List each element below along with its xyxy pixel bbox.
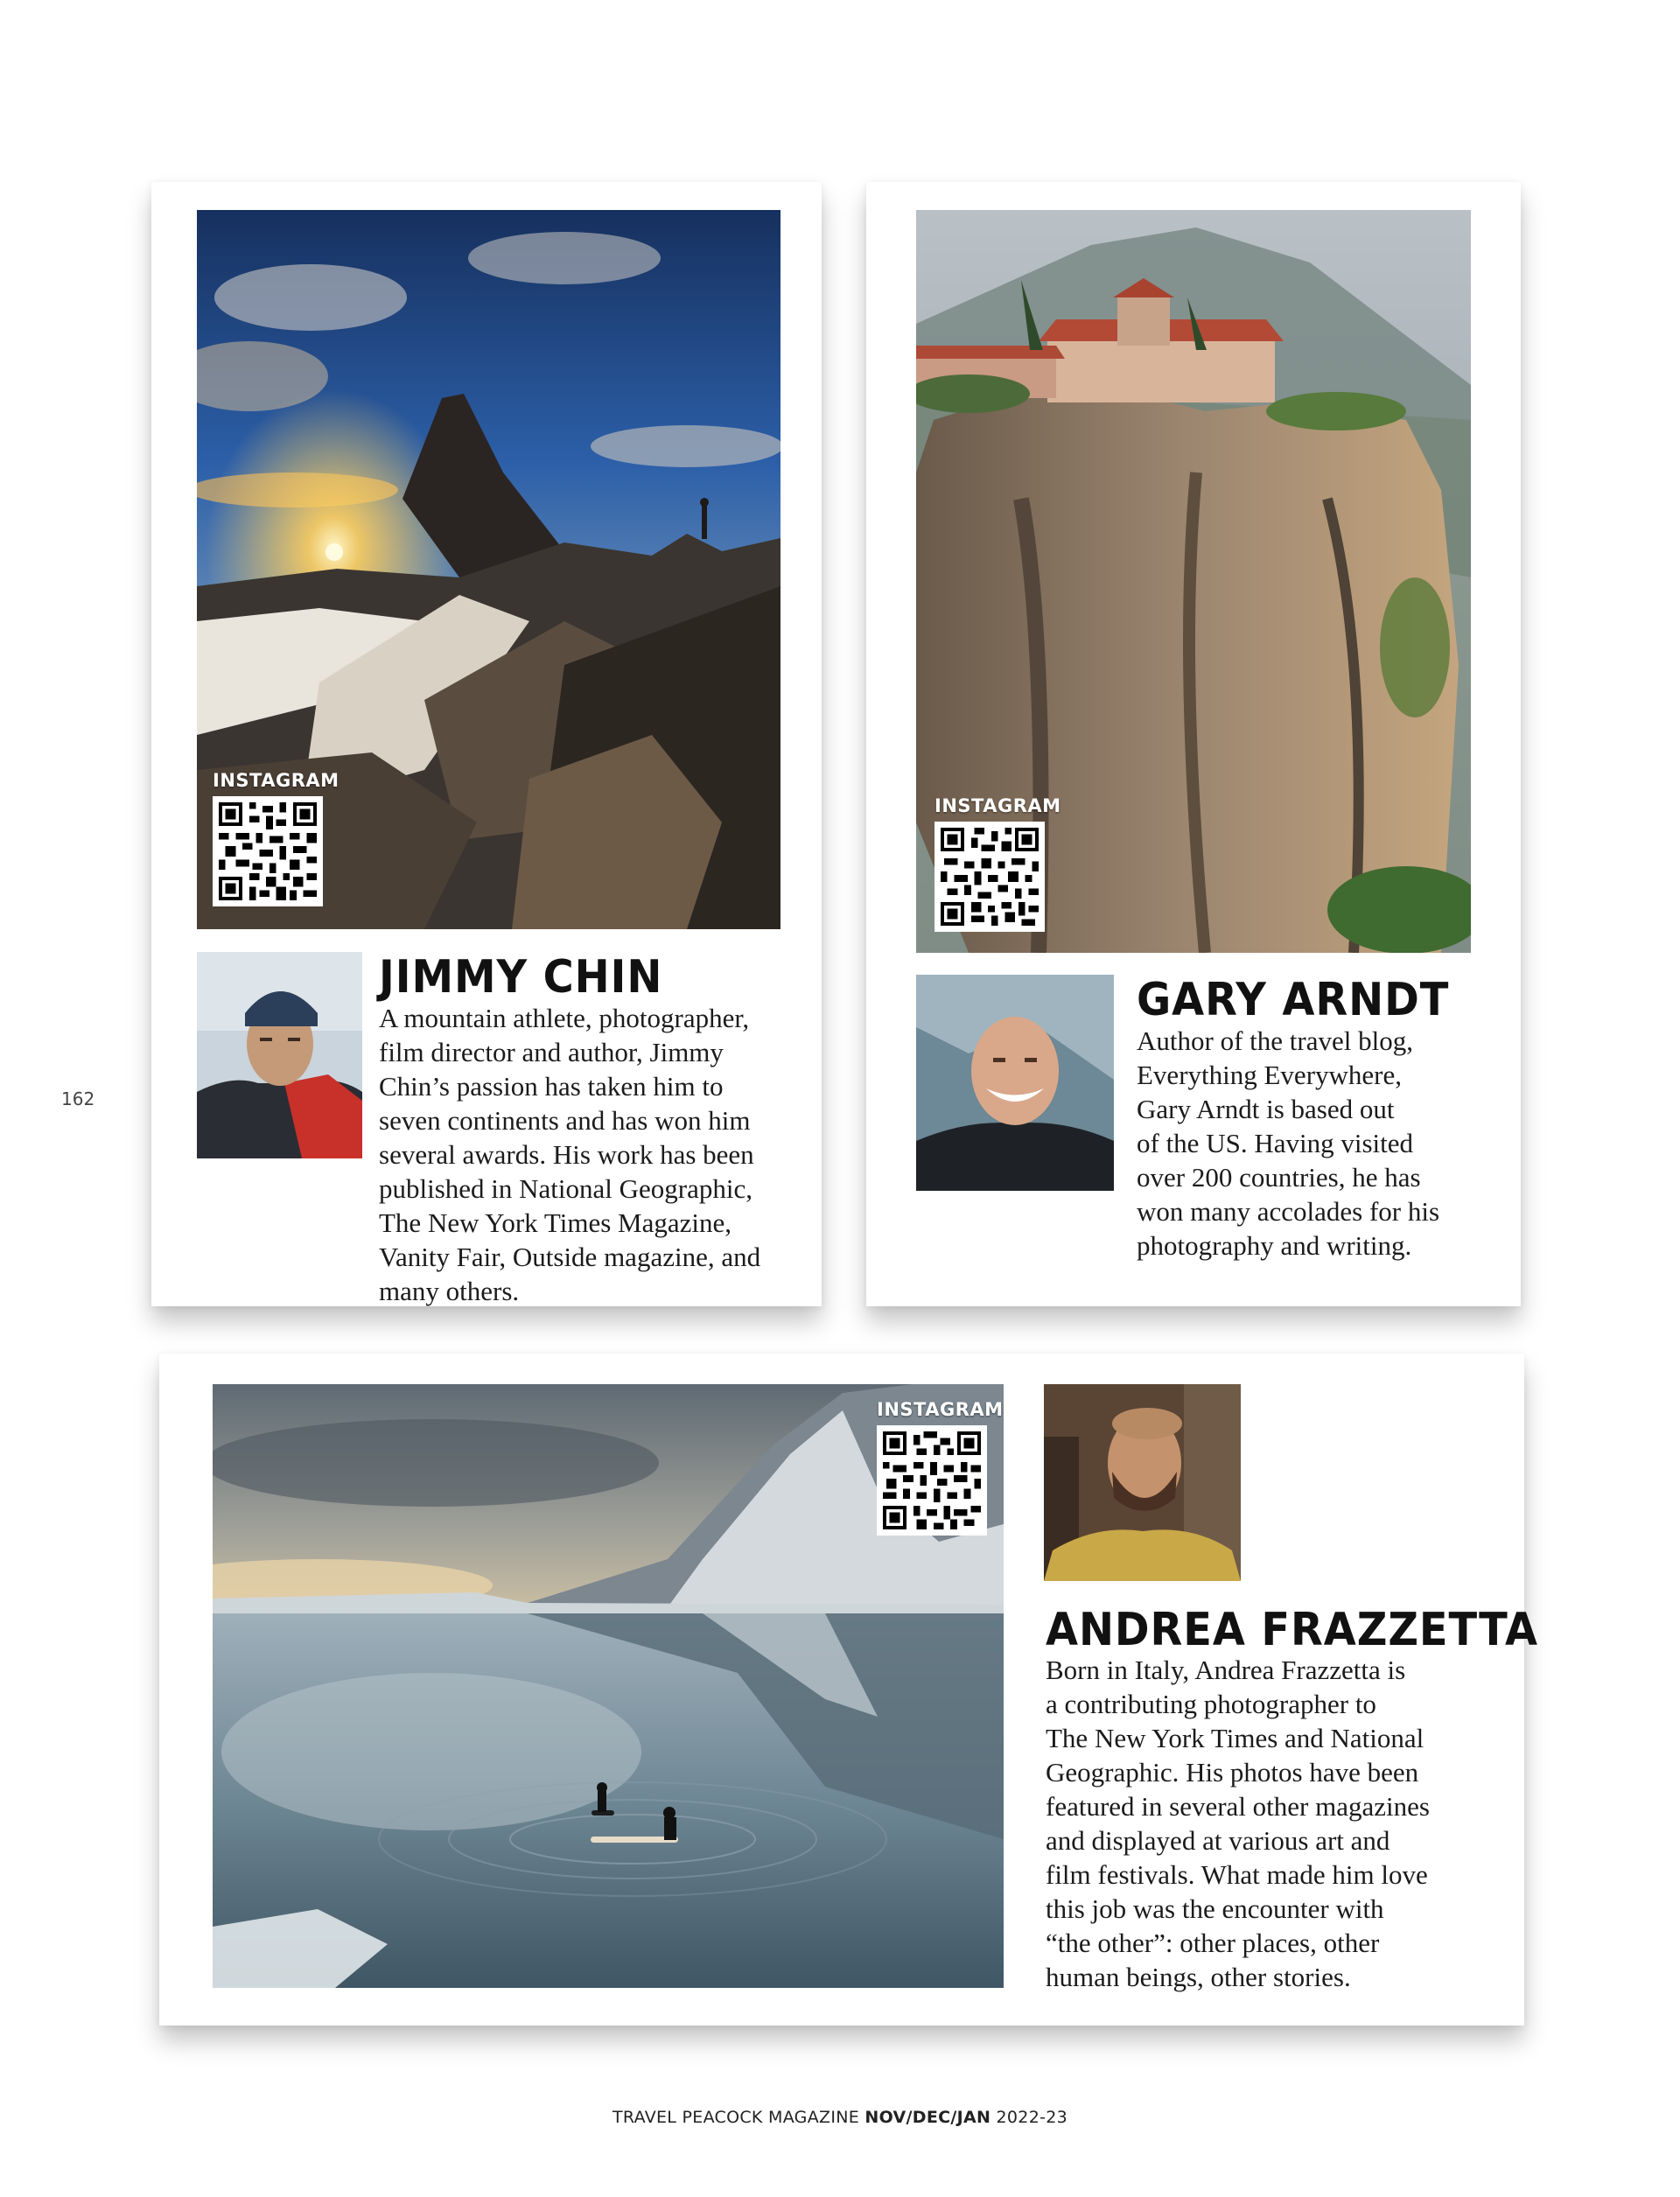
instagram-qr-block[interactable] (877, 1399, 1004, 1536)
bio-line: film director and author, Jimmy (379, 1037, 724, 1067)
bio-line: Gary Arndt is based out (1137, 1094, 1395, 1124)
bio-line: this job was the encounter with (1046, 1893, 1384, 1924)
bio-line: featured in several other magazines (1046, 1791, 1430, 1822)
bio-line: won many accolades for his (1137, 1196, 1440, 1227)
instagram-qr-block[interactable] (934, 795, 1061, 932)
bio-line: many others. (379, 1276, 520, 1306)
footer-magazine: TRAVEL PEACOCK MAGAZINE (612, 2108, 860, 2127)
bio-line: Born in Italy, Andrea Frazzetta is (1046, 1655, 1406, 1685)
bio-line: Vanity Fair, Outside magazine, and (379, 1242, 761, 1272)
bio-line: photography and writing. (1137, 1230, 1412, 1261)
bio-line: several awards. His work has been (379, 1139, 754, 1170)
profile-name: ANDREA FRAZZETTA (1046, 1604, 1538, 1656)
bio-line: The New York Times and National (1046, 1723, 1424, 1753)
qr-code-icon[interactable] (934, 822, 1045, 932)
profile-name: GARY ARNDT (1137, 974, 1450, 1026)
bio-line: “the other”: other places, other (1046, 1928, 1380, 1958)
profile-card-andrea-frazzetta (159, 1354, 1538, 2026)
profile-bio (1046, 1653, 1430, 1994)
bio-line: and displayed at various art and (1046, 1825, 1390, 1856)
bio-line: over 200 countries, he has (1137, 1162, 1421, 1193)
page-footer (0, 2108, 1680, 2127)
andrea-frazzetta-portrait (1044, 1384, 1241, 1581)
bio-line: published in National Geographic, (379, 1173, 753, 1204)
instagram-qr-block[interactable] (213, 770, 340, 906)
gary-arndt-portrait (916, 975, 1114, 1191)
profile-name: JIMMY CHIN (379, 951, 663, 1004)
bio-line: Chin’s passion has taken him to (379, 1071, 724, 1102)
footer-issue: NOV/DEC/JAN (864, 2108, 991, 2127)
bio-line: a contributing photographer to (1046, 1689, 1376, 1719)
bio-line: Everything Everywhere, (1137, 1060, 1402, 1090)
qr-code-icon[interactable] (213, 796, 323, 906)
bio-line: Author of the travel blog, (1137, 1025, 1413, 1056)
qr-code-icon[interactable] (877, 1425, 987, 1536)
page-number: 162 (61, 1088, 95, 1109)
bio-line: film festivals. What made him love (1046, 1859, 1428, 1890)
instagram-label: INSTAGRAM (934, 795, 1061, 816)
profile-bio (1137, 1024, 1439, 1263)
bio-line: Geographic. His photos have been (1046, 1757, 1419, 1788)
jimmy-chin-portrait (197, 952, 362, 1158)
bio-line: A mountain athlete, photographer, (379, 1003, 750, 1033)
instagram-label: INSTAGRAM (877, 1399, 1004, 1420)
profile-bio (379, 1001, 760, 1308)
bio-line: human beings, other stories. (1046, 1962, 1351, 1992)
profile-card-jimmy-chin (151, 182, 822, 1306)
bio-line: The New York Times Magazine, (379, 1207, 732, 1238)
bio-line: seven continents and has won him (379, 1105, 751, 1136)
footer-year: 2022-23 (996, 2108, 1068, 2127)
instagram-label: INSTAGRAM (213, 770, 340, 791)
bio-line: of the US. Having visited (1137, 1128, 1413, 1158)
profile-card-gary-arndt (866, 182, 1521, 1306)
